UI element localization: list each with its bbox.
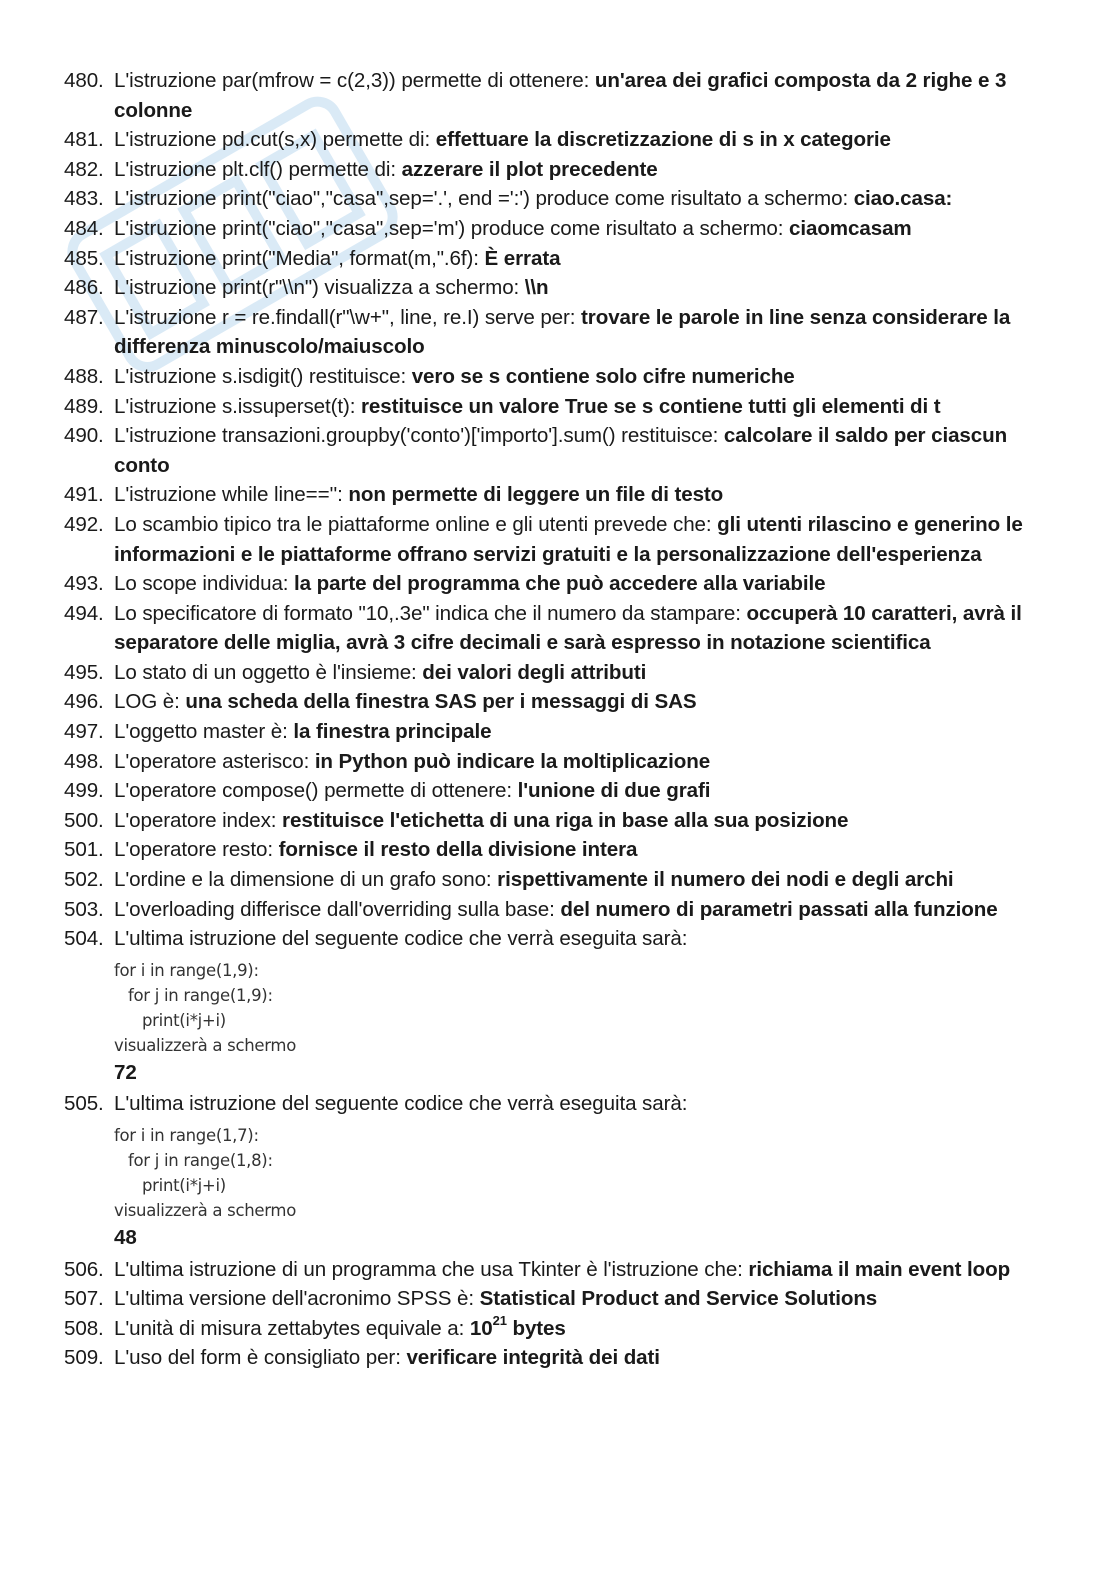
item-question: L'istruzione par(mfrow = c(2,3)) permette di ottenere:: [114, 69, 595, 92]
item-question: L'istruzione s.issuperset(t):: [114, 394, 362, 418]
item-answer: in Python può indicare la moltiplicazione: [314, 749, 711, 773]
list-item: [64, 66, 1054, 125]
list-item-508: [64, 1314, 1054, 1344]
item-number: 492.: [64, 512, 104, 536]
item-number: 500.: [64, 808, 104, 832]
item-question: L'istruzione plt.clf() permette di:: [114, 157, 402, 181]
item-question: L'istruzione print("ciao","casa",sep='.', end =':') produce come risultato a schermo:: [114, 187, 854, 211]
item-answer: 72: [114, 1060, 137, 1084]
item-answer: Statistical Product and Service Solutions: [479, 1287, 878, 1311]
item-number: 482.: [64, 157, 104, 181]
list-item: [64, 717, 1054, 747]
item-question: Lo scope individua:: [114, 572, 295, 596]
item-question: L'istruzione pd.cut(s,x) permette di:: [114, 128, 436, 152]
item-answer: \\n: [524, 276, 549, 300]
list-item: [64, 480, 1054, 510]
item-answer: gli utenti rilascino e generino le informazioni e le piattaforme offrano servizi gratuiti e la personalizzazione dell'esperienza: [114, 512, 1023, 566]
list-item: [64, 214, 1054, 244]
item-number: 496.: [64, 690, 104, 714]
item-answer: rispettivamente il numero dei nodi e degli archi: [497, 868, 954, 892]
list-item: [64, 776, 1054, 806]
item-question: L'operatore index:: [114, 808, 283, 832]
list-item: [64, 125, 1054, 155]
item-answer: vero se s contiene solo cifre numeriche: [411, 364, 795, 388]
item-question: L'ultima istruzione del seguente codice che verrà eseguita sarà:: [114, 927, 688, 951]
item-answer: una scheda della finestra SAS per i messaggi di SAS: [185, 690, 697, 714]
item-number: 503.: [64, 897, 104, 921]
question-list: [64, 66, 1054, 1373]
item-question: L'istruzione r = re.findall(r"\w+", line, re.I) serve per:: [114, 305, 582, 329]
list-item: [64, 835, 1054, 865]
item-number: 490.: [64, 424, 104, 448]
item-answer: dei valori degli attributi: [422, 660, 647, 684]
list-item-505: [64, 1089, 1054, 1254]
code-line: print(i*j+i): [142, 1176, 226, 1195]
list-item: [64, 155, 1054, 185]
item-answer: azzerare il plot precedente: [401, 157, 658, 181]
item-number: 493.: [64, 572, 104, 596]
code-snippet: [114, 958, 1054, 1058]
item-answer: non permette di leggere un file di testo: [348, 483, 724, 507]
item-number: 508.: [64, 1316, 104, 1340]
item-question: L'unità di misura zettabytes equivale a:: [114, 1316, 470, 1340]
code-line: visualizzerà a schermo: [114, 1035, 296, 1055]
item-number: 485.: [64, 246, 104, 270]
code-line: for i in range(1,9):: [114, 960, 259, 980]
list-item: [64, 392, 1054, 422]
item-answer: restituisce un valore True se s contiene tutti gli elementi di t: [361, 394, 941, 418]
item-answer: trovare le parole in line senza considerare la differenza minuscolo/maiuscolo: [114, 305, 1011, 359]
item-answer: restituisce l'etichetta di una riga in base alla sua posizione: [282, 808, 849, 832]
item-question: L'operatore asterisco:: [114, 749, 315, 773]
list-item: [64, 273, 1054, 303]
item-question: Lo stato di un oggetto è l'insieme:: [114, 660, 423, 684]
item-answer: la parte del programma che può accedere alla variabile: [294, 572, 826, 596]
item-number: 487.: [64, 305, 104, 329]
item-answer: occuperà 10 caratteri, avrà il separatore delle miglia, avrà 3 cifre decimali e sarà espresso in notazione scientifica: [114, 601, 1022, 655]
item-number: 495.: [64, 660, 104, 684]
code-snippet: [114, 1123, 1054, 1223]
item-number: 498.: [64, 749, 104, 773]
list-item: [64, 303, 1054, 362]
list-item: [64, 362, 1054, 392]
item-answer: È errata: [484, 246, 561, 270]
code-line: visualizzerà a schermo: [114, 1201, 296, 1220]
item-question: L'istruzione transazioni.groupby('conto')['importo'].sum() restituisce:: [114, 424, 724, 448]
item-answer: $10^{21}$ bytes: [469, 1312, 566, 1340]
item-number: 483.: [64, 187, 104, 211]
item-number: 501.: [64, 838, 104, 862]
item-question: L'operatore resto:: [114, 838, 279, 862]
item-question: L'overloading differisce dall'overriding sulla base:: [114, 897, 561, 921]
code-line: for j in range(1,8):: [128, 1151, 273, 1170]
item-question: LOG è:: [114, 690, 186, 714]
item-answer: la finestra principale: [293, 720, 492, 744]
item-question: L'istruzione print("Media", format(m,".6f):: [114, 246, 485, 270]
item-question: L'ultima istruzione del seguente codice che verrà eseguita sarà:: [114, 1092, 688, 1116]
item-number: 480.: [64, 69, 104, 92]
item-answer: effettuare la discretizzazione di s in x categorie: [435, 128, 891, 152]
list-item: [64, 687, 1054, 717]
list-item-504: [64, 924, 1054, 1089]
item-number: 499.: [64, 779, 104, 803]
list-item: [64, 747, 1054, 777]
list-item: [64, 421, 1054, 480]
item-number: 494.: [64, 601, 104, 625]
item-question: Lo specificatore di formato "10,.3e" indica che il numero da stampare:: [114, 601, 747, 625]
item-answer: richiama il main event loop: [748, 1257, 1011, 1281]
item-question: L'istruzione print("ciao","casa",sep='m') produce come risultato a schermo:: [114, 216, 789, 240]
item-answer: ciaomcasam: [789, 216, 912, 240]
item-answer: fornisce il resto della divisione intera: [278, 838, 638, 862]
item-number: 497.: [64, 720, 104, 744]
item-number: 484.: [64, 216, 104, 240]
code-line: print(i*j+i): [142, 1010, 226, 1030]
list-item: [64, 244, 1054, 274]
list-item: [64, 1284, 1054, 1314]
item-question: L'operatore compose() permette di ottenere:: [114, 779, 518, 803]
item-number: 509.: [64, 1346, 104, 1370]
item-question: L'istruzione while line=='':: [114, 483, 349, 507]
list-item: [64, 1255, 1054, 1285]
item-number: 486.: [64, 276, 104, 300]
item-question: L'uso del form è consigliato per:: [114, 1346, 407, 1370]
item-question: L'oggetto master è:: [114, 720, 294, 744]
item-question: L'ultima istruzione di un programma che usa Tkinter è l'istruzione che:: [114, 1257, 749, 1281]
list-item: [64, 658, 1054, 688]
item-number: 504.: [64, 927, 104, 951]
item-answer: del numero di parametri passati alla funzione: [560, 897, 998, 921]
item-number: 502.: [64, 868, 104, 892]
code-line: for j in range(1,9):: [128, 985, 273, 1005]
list-item: [64, 569, 1054, 599]
item-answer: calcolare il saldo per ciascun conto: [114, 424, 1008, 477]
list-item: [64, 599, 1054, 658]
list-item: [64, 865, 1054, 895]
item-question: Lo scambio tipico tra le piattaforme online e gli utenti prevede che:: [114, 512, 718, 536]
item-answer: 48: [114, 1226, 137, 1249]
list-item: [64, 806, 1054, 836]
item-number: 488.: [64, 364, 104, 388]
list-item: [64, 510, 1054, 569]
item-answer: un'area dei grafici composta da 2 righe e 3 colonne: [114, 69, 1007, 122]
item-question: L'ultima versione dell'acronimo SPSS è:: [114, 1287, 480, 1311]
item-question: L'istruzione s.isdigit() restituisce:: [114, 364, 412, 388]
item-number: 481.: [64, 128, 104, 152]
item-question: L'istruzione print(r"\\n") visualizza a schermo:: [114, 276, 525, 300]
list-item: [64, 895, 1054, 925]
item-answer: l'unione di due grafi: [517, 779, 711, 803]
item-answer: verificare integrità dei dati: [406, 1346, 660, 1370]
item-number: 489.: [64, 394, 104, 418]
item-answer: ciao.casa:: [853, 187, 953, 211]
item-number: 507.: [64, 1287, 104, 1311]
item-number: 505.: [64, 1092, 104, 1116]
item-number: 506.: [64, 1257, 104, 1281]
code-line: for i in range(1,7):: [114, 1126, 259, 1145]
item-number: 491.: [64, 483, 104, 507]
item-question: L'ordine e la dimensione di un grafo sono:: [114, 868, 498, 892]
list-item: [64, 184, 1054, 214]
list-item-509: [64, 1343, 1054, 1373]
